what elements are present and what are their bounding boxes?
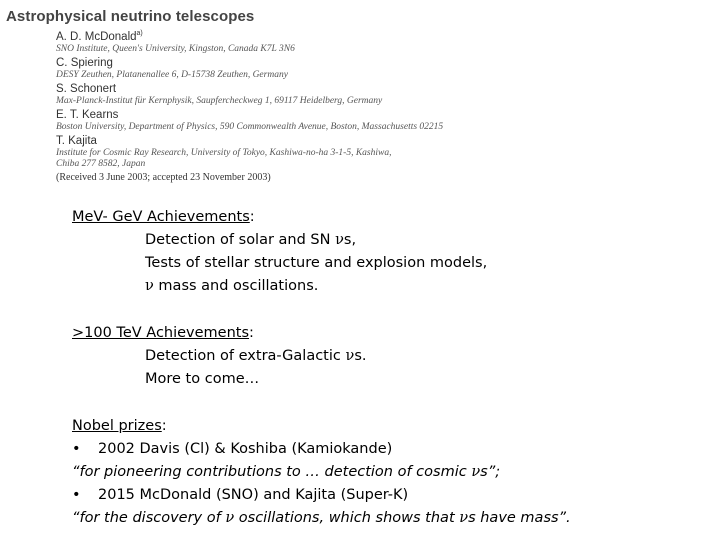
nu-symbol: ν: [459, 510, 469, 526]
text: Detection of solar and SN: [145, 232, 336, 248]
author-affiliation: Institute for Cosmic Ray Research, University of Tokyo, Kashiwa-no-ha 3-1-5, Kashiwa,: [56, 147, 392, 158]
nobel-heading: Nobel prizes: [72, 418, 162, 434]
text: s.: [354, 348, 367, 364]
mev-line-3: [72, 275, 712, 298]
tev-heading-line: [72, 322, 712, 345]
author-block: [56, 27, 476, 55]
nobel-quote-1: [72, 461, 712, 484]
nobel-bullet-1: [72, 438, 712, 461]
text: 2015 McDonald (SNO) and Kajita (Super-K): [98, 487, 409, 503]
text: s”;: [480, 464, 501, 480]
author-name-text: A. D. McDonald: [56, 30, 137, 43]
author-name: E. T. Kearns: [56, 108, 119, 121]
text: mass and oscillations.: [153, 278, 319, 294]
author-affiliation: Max-Planck-Institut für Kernphysik, Saupfercheckweg 1, 69117 Heidelberg, Germany: [56, 95, 383, 106]
mev-heading-line: [72, 206, 712, 229]
nu-symbol: ν: [225, 510, 235, 526]
bullet-icon: •: [72, 487, 81, 503]
tev-colon: :: [249, 325, 254, 341]
mev-line-2: Tests of stellar structure and explosion models,: [145, 255, 488, 271]
author-block: [56, 135, 476, 170]
author-name: C. Spiering: [56, 56, 113, 69]
tev-heading: >100 TeV Achievements: [72, 325, 250, 341]
nu-symbol: ν: [345, 348, 355, 364]
mev-colon: :: [249, 209, 255, 225]
nobel-quote-2: [72, 507, 712, 530]
paper-header: [6, 8, 476, 183]
text: “for the discovery of: [72, 510, 226, 526]
author-affiliation: SNO Institute, Queen's University, Kingston, Canada K7L 3N6: [56, 43, 295, 54]
author-affiliation-line2: Chiba 277 8582, Japan: [56, 158, 146, 169]
author-name: T. Kajita: [56, 134, 97, 147]
author-block: [56, 109, 476, 133]
received-dates: (Received 3 June 2003; accepted 23 November 2003): [56, 171, 271, 183]
paper-title: Astrophysical neutrino telescopes: [6, 8, 255, 25]
author-affiliation: DESY Zeuthen, Platanenallee 6, D-15738 Zeuthen, Germany: [56, 69, 288, 80]
mev-line-1: [72, 229, 712, 252]
text: 2002 Davis (Cl) & Koshiba (Kamiokande): [98, 441, 393, 457]
text: oscillations, which shows that: [234, 510, 460, 526]
nu-symbol: ν: [335, 232, 344, 248]
author-superscript: a): [136, 30, 143, 37]
nu-symbol: ν: [145, 278, 154, 294]
text: Detection of extra-Galactic: [145, 348, 346, 364]
nobel-bullet-2: [72, 484, 712, 507]
nu-symbol: ν: [471, 464, 481, 480]
text: s,: [343, 232, 357, 248]
nobel-colon: :: [161, 418, 167, 434]
tev-line-2: More to come…: [145, 371, 260, 387]
text: “for pioneering contributions to … detection of cosmic: [72, 464, 472, 480]
text: s have mass”.: [468, 510, 571, 526]
author-name: S. Schonert: [56, 82, 117, 95]
author-block: [56, 83, 476, 107]
author-affiliation: Boston University, Department of Physics, 590 Commonwealth Avenue, Boston, Massachusetts 02215: [56, 121, 444, 132]
author-block: [56, 57, 476, 81]
author-name: [56, 27, 476, 44]
bullet-icon: •: [72, 441, 81, 457]
mev-heading: MeV- GeV Achievements: [72, 209, 250, 225]
slide-body: [72, 206, 712, 530]
tev-line-1: [72, 345, 712, 368]
nobel-heading-line: [72, 415, 712, 438]
